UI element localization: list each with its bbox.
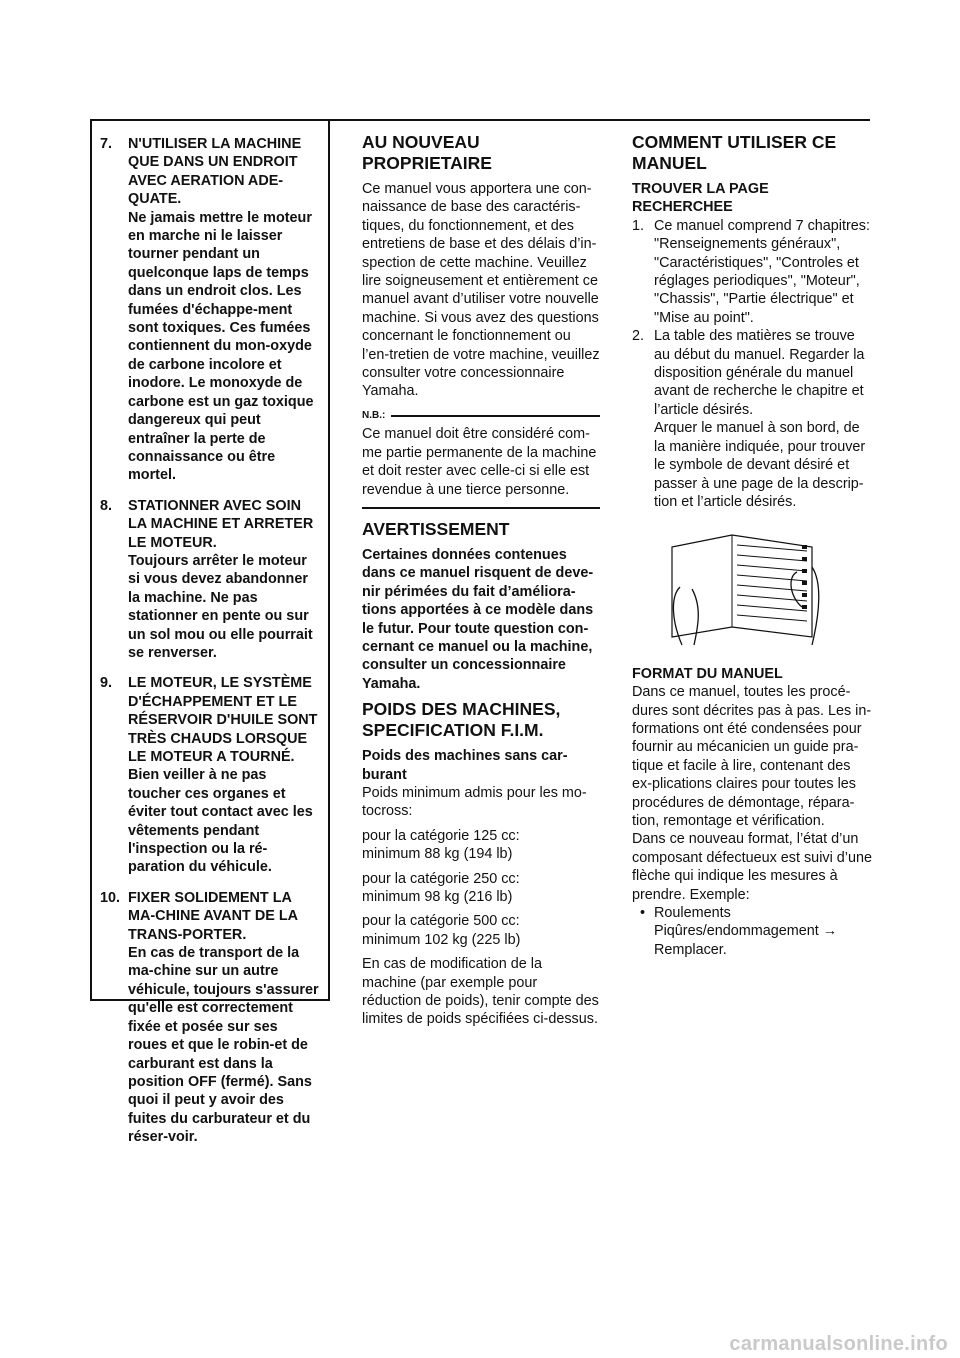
warning-item-7: 7. N'UTILISER LA MACHINE QUE DANS UN ENDROIT AVEC AERATION ADE-QUATE. Ne jamais mettre le moteur en marche ni le laisser tourner pendant un quelconque laps de temps dans un endroit clos. Les fumées d'échappe-ment sont toxiques. Ces fumées contiennent du mon-oxyde de carbone incolore et inodore. Le monoxyde de carbone est un gaz toxique dangereux qui peut entraîner la perte de connaissance ou être mortel.: [100, 136, 314, 484]
warning-item-8: 8. STATIONNER AVEC SOIN LA MACHINE ET ARRETER LE MOTEUR. Toujours arrêter le moteur si vous devez abandonner la machine. Ne pas stationner en pente ou sur un sol mou ou elle pourrait se renverser.: [100, 497, 314, 661]
step-2: 2. La table des matières se trouve au début du manuel. Regarder la disposition générale du manuel avant de recherche le chapitre et l’article désirés. Arquer le manuel à son bord, de la manière indiquée, pour trouver le symbole de devant désiré et passer à une page de la descrip-tion et l’article désirés.: [632, 328, 866, 510]
warning-heading: AVERTISSEMENT: [362, 518, 510, 539]
warning-item-9: 9. LE MOTEUR, LE SYSTÈME D'ÉCHAPPEMENT ET LE RÉSERVOIR D'HUILE SONT TRÈS CHAUDS LORSQUE LE MOTEUR A TOURNÉ. Bien veiller à ne pas toucher ces organes et éviter tout contact avec les vêtements pendant l'inspection ou la ré-paration du véhicule.: [100, 675, 318, 876]
format-body-2: Dans ce nouveau format, l’état d’un composant défectueux est suivi d’une flèche qui indique les mesures à prendre. Exemple:: [632, 831, 872, 903]
note-box: [362, 425, 600, 509]
format-body: Dans ce manuel, toutes les procé-dures sont décrites pas à pas. Les in-formations ont été condensées pour fournir au mécanicien un guide pra-tique et facile à lire, contenant des ex-plications claires pour toutes les procédures de démontage, répara-tion, remontage et vérification.: [632, 684, 872, 829]
warning-box: [90, 121, 330, 1146]
middle-column: [362, 132, 600, 1035]
weights-subheading: Poids des machines sans car-burant: [362, 748, 568, 783]
weight-row-500: pour la catégorie 500 cc: minimum 102 kg (225 lb): [362, 913, 521, 948]
weights-intro: Poids minimum admis pour les mo-tocross:: [362, 784, 587, 820]
arrow-icon: →: [822, 923, 838, 940]
find-heading: TROUVER LA PAGE RECHERCHEE: [632, 181, 769, 216]
warnings-column: [90, 121, 330, 1146]
weight-row-125: pour la catégorie 125 cc: minimum 88 kg (194 lb): [362, 827, 520, 863]
manual-hands-illustration: [662, 527, 822, 647]
owner-body: Ce manuel vous apportera une con-naissance de base des caractéris-tiques, du fonctionnement, et des entretiens de base et des délais d’in-spection de cette machine. Veuillez lire soigneusement et entièrement ce manuel avant d’utiliser votre nouvelle machine. Si vous avez des questions concernant le fonctionnement ou l’en-tretien de votre machine, veuillez consulter votre concessionnaire Yamaha.: [362, 181, 600, 400]
weights-outro: En cas de modification de la machine (par exemple pour réduction de poids), tenir compte des limites de poids spécifiées ci-dessus.: [362, 956, 599, 1028]
warning-body: Certaines données contenues dans ce manuel risquent de deve-nir périmées du fait d’améliora-tions apportées à ce modèle dans le futur. Pour toute question con-cernant ce manuel ou la machine, consulter un concessionnaire Yamaha.: [362, 546, 594, 692]
watermark: carmanualsonline.info: [729, 1333, 948, 1355]
owner-heading: AU NOUVEAU PROPRIETAIRE: [362, 132, 492, 173]
weight-row-250: pour la catégorie 250 cc: minimum 98 kg (216 lb): [362, 870, 520, 905]
example-item: • Roulements Piqûres/endommagement → Remplacer.: [640, 905, 838, 958]
right-column: [632, 132, 872, 959]
warning-item-10: 10. FIXER SOLIDEMENT LA MA-CHINE AVANT DE LA TRANS-PORTER. En cas de transport de la ma-chine sur un autre véhicule, toujours s'assurer qu'elle est correctement fixée et posée sur ses roues et que le robin-et de carburant est dans la position OFF (fermé). Sans quoi il peut y avoir des fuites du carburateur et du réser-voir.: [100, 889, 319, 1146]
note-body: Ce manuel doit être considéré com-me partie permanente de la machine et doit rester avec celle-ci si elle est revendue à une tierce personne.: [362, 426, 597, 498]
note-header: N.B.:: [362, 407, 600, 425]
format-heading: FORMAT DU MANUEL: [632, 665, 783, 682]
usage-heading: COMMENT UTILISER CE MANUEL: [632, 132, 837, 173]
step-1: 1. Ce manuel comprend 7 chapitres: "Renseignements généraux", "Caractéristiques", "Controles et réglages periodiques", "Moteur", "Chassis", "Partie électrique" et "Mise au point".: [632, 217, 870, 326]
weights-heading: POIDS DES MACHINES, SPECIFICATION F.I.M.: [362, 699, 561, 741]
